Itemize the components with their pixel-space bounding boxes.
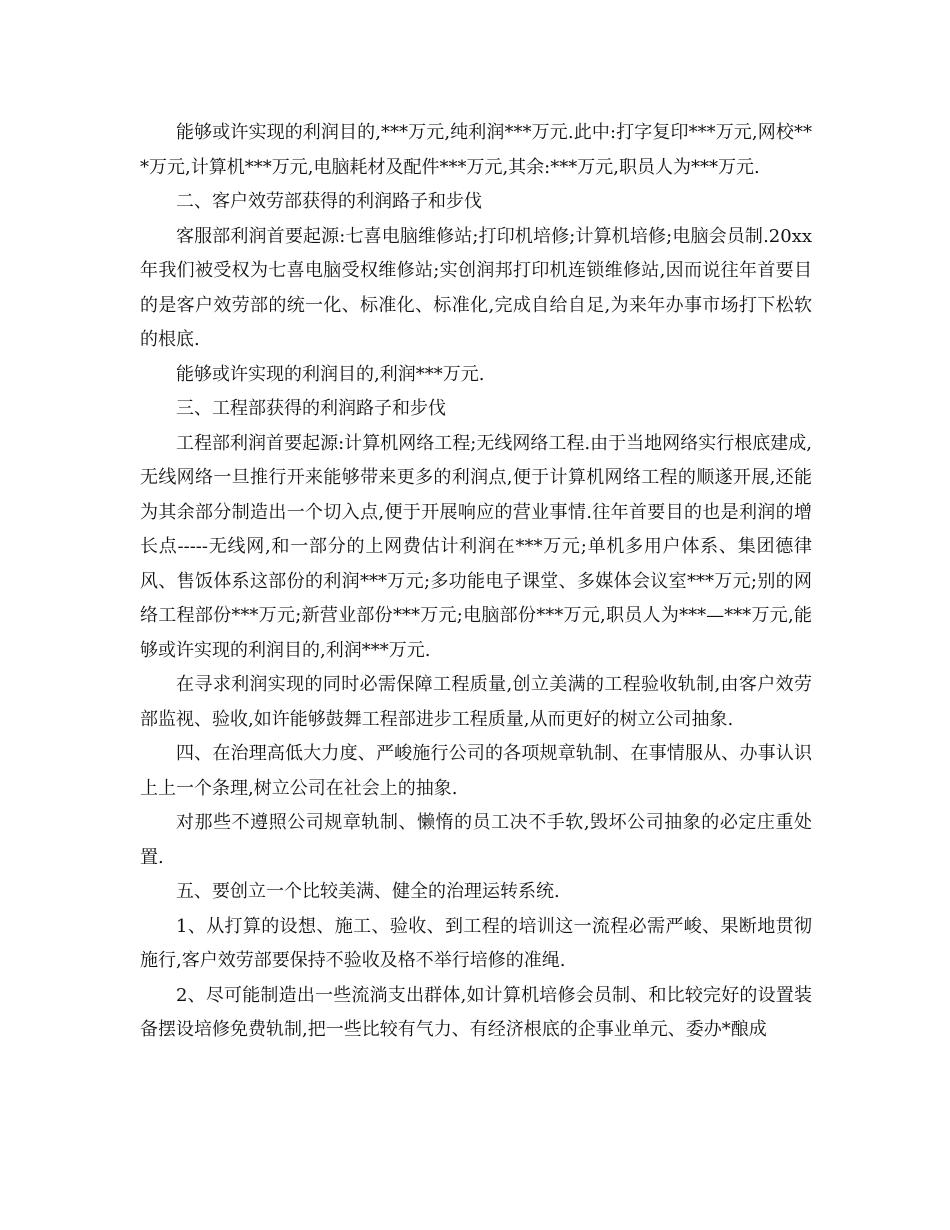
list-item-1-process: 1、从打算的设想、施工、验收、到工程的培训这一流程必需严峻、果断地贯彻施行,客户效劳部要保持不验收及格不举行培修的准绳. (140, 915, 812, 971)
list-item-2-membership: 2、尽可能制造出一些流淌支出群体,如计算机培修会员制、和比较完好的设置装备摆设培修免费轨制,把一些比较有气力、有经济根底的企事业单元、委办*酿成 (140, 984, 812, 1040)
paragraph-profit-targets: 能够或许实现的利润目的,***万元,纯利润***万元.此中:打字复印***万元,网校***万元,计算机***万元,电脑耗材及配件***万元,其余:***万元,职员人为***万元. (140, 122, 812, 178)
paragraph-customer-service-sources: 客服部利润首要起源:七喜电脑维修站;打印机培修;计算机培修;电脑会员制.20xx年我们被受权为七喜电脑受权维修站;实创润邦打印机连锁维修站,因而说往年首要目的是客户效劳部的统一化、标准化、标准化,完成自给自足,为来年办事市场打下松软的根底. (140, 225, 812, 350)
heading-customer-service-dept: 二、客户效劳部获得的利润路子和步伐 (176, 191, 482, 212)
paragraph-engineering-sources: 工程部利润首要起源:计算机网络工程;无线网络工程.由于当地网络实行根底建成,无线网络一旦推行开来能够带来更多的利润点,便于计算机网络工程的顺遂开展,还能为其余部分制造出一个切入点,便于开展响应的营业事情.往年首要目的也是利润的增长点-----无线网,和一部分的上网费估计利润在***万元;单机多用户体系、集团德律风、售饭体系这部份的利润***万元;多功能电子课堂、多媒体会议室***万元;别的网络工程部份***万元;新营业部份***万元;电脑部份***万元,职员人为***—***万元,能够或许实现的利润目的,利润***万元. (140, 432, 812, 661)
heading-operation-system: 五、要创立一个比较美满、健全的治理运转系统. (176, 881, 560, 902)
heading-management-rules: 四、在治理高低大力度、严峻施行公司的各项规章轨制、在事情服从、办事认识上上一个条理,树立公司在社会上的抽象. (140, 743, 812, 799)
paragraph-discipline: 对那些不遵照公司规章轨制、懒惰的员工决不手软,毁坏公司抽象的必定庄重处置. (140, 812, 812, 868)
heading-engineering-dept: 三、工程部获得的利润路子和步伐 (176, 398, 446, 419)
paragraph-engineering-quality: 在寻求利润实现的同时必需保障工程质量,创立美满的工程验收轨制,由客户效劳部监视、验收,如许能够鼓舞工程部进步工程质量,从而更好的树立公司抽象. (140, 674, 812, 730)
paragraph-customer-service-target: 能够或许实现的利润目的,利润***万元. (176, 363, 485, 385)
